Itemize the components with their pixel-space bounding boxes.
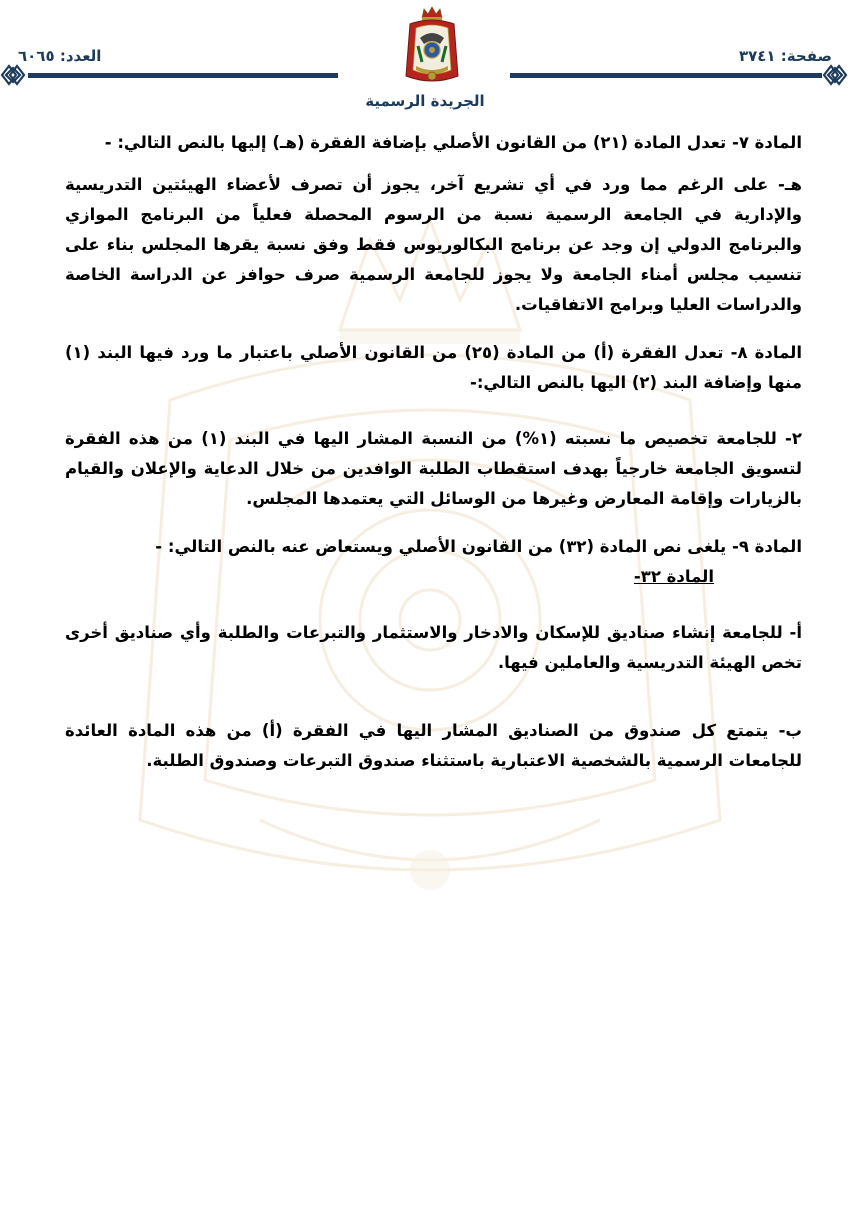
article-7-text: تعدل المادة (٢١) من القانون الأصلي بإضافة الفقرة (هـ) إليها بالنص التالي: - <box>104 133 727 152</box>
article-32-heading: المادة ٣٢- <box>633 567 714 586</box>
article-8 <box>65 338 802 398</box>
article-32-b <box>65 716 802 776</box>
article-32-heading-line <box>65 562 802 592</box>
header-rule-left <box>28 73 338 78</box>
article-32-b-text: يتمتع كل صندوق من الصناديق المشار اليها في الفقرة (أ) من هذه المادة العائدة للجامعات الرسمية بالشخصية الاعتبارية باستثناء صندوق التبرعات وصندوق الطلبة. <box>65 721 802 770</box>
issue-number: العدد: ٦٠٦٥ <box>18 47 102 65</box>
header-rule-right <box>510 73 822 78</box>
page-header <box>0 0 850 120</box>
article-32-a-text: للجامعة إنشاء صناديق للإسكان والادخار والاستثمار والتبرعات والطلبة وأي صناديق أخرى تخص الهيئة التدريسية والعاملين فيها. <box>65 623 802 672</box>
article-7-label: المادة ٧- <box>732 133 802 152</box>
document-body <box>65 128 802 776</box>
article-7-h-label: هـ- <box>778 175 802 194</box>
article-32-a <box>65 618 802 678</box>
article-8-item-2-label: ٢- <box>785 429 802 448</box>
article-8-item-2 <box>65 424 802 514</box>
article-32-a-label: أ- <box>789 623 802 642</box>
article-9-text: يلغى نص المادة (٣٢) من القانون الأصلي ويستعاض عنه بالنص التالي: - <box>155 537 727 556</box>
gazette-title: الجريدة الرسمية <box>365 92 485 110</box>
page-number: صفحة: ٣٧٤١ <box>738 47 832 65</box>
knot-ornament-right-icon <box>822 62 850 88</box>
knot-ornament-left-icon <box>0 62 28 88</box>
article-8-label: المادة ٨- <box>730 343 802 362</box>
article-9 <box>65 532 802 562</box>
coat-of-arms-icon <box>402 4 462 88</box>
article-8-text: تعدل الفقرة (أ) من المادة (٢٥) من القانون الأصلي باعتبار ما ورد فيها البند (١) منها وإضافة البند (٢) اليها بالنص التالي:- <box>65 343 802 392</box>
article-32-b-label: ب- <box>778 721 802 740</box>
article-7-h-text: على الرغم مما ورد في أي تشريع آخر، يجوز أن تصرف لأعضاء الهيئتين التدريسية والإدارية في الجامعة الرسمية نسبة من الرسوم المحصلة فعلياً من البرنامج الموازي والبرنامج الدولي إن وجد عن برنامج البكالوريوس فقط وفق نسبة يقرها المجلس بناء على تنسيب مجلس أمناء الجامعة ولا يجوز للجامعة الرسمية صرف حوافز عن الدراسة الخاصة والدراسات العليا وبرامج الاتفاقيات. <box>65 175 802 314</box>
article-7-h <box>65 170 802 320</box>
article-7 <box>65 128 802 158</box>
article-8-item-2-text: للجامعة تخصيص ما نسبته (١%) من النسبة المشار اليها في البند (١) من هذه الفقرة لتسويق الجامعة خارجياً بهدف استقطاب الطلبة الوافدين من خلال الدعاية والإعلان والقيام بالزيارات وإقامة المعارض وغيرها من الوسائل التي يعتمدها المجلس. <box>65 429 802 508</box>
article-9-label: المادة ٩- <box>732 537 802 556</box>
